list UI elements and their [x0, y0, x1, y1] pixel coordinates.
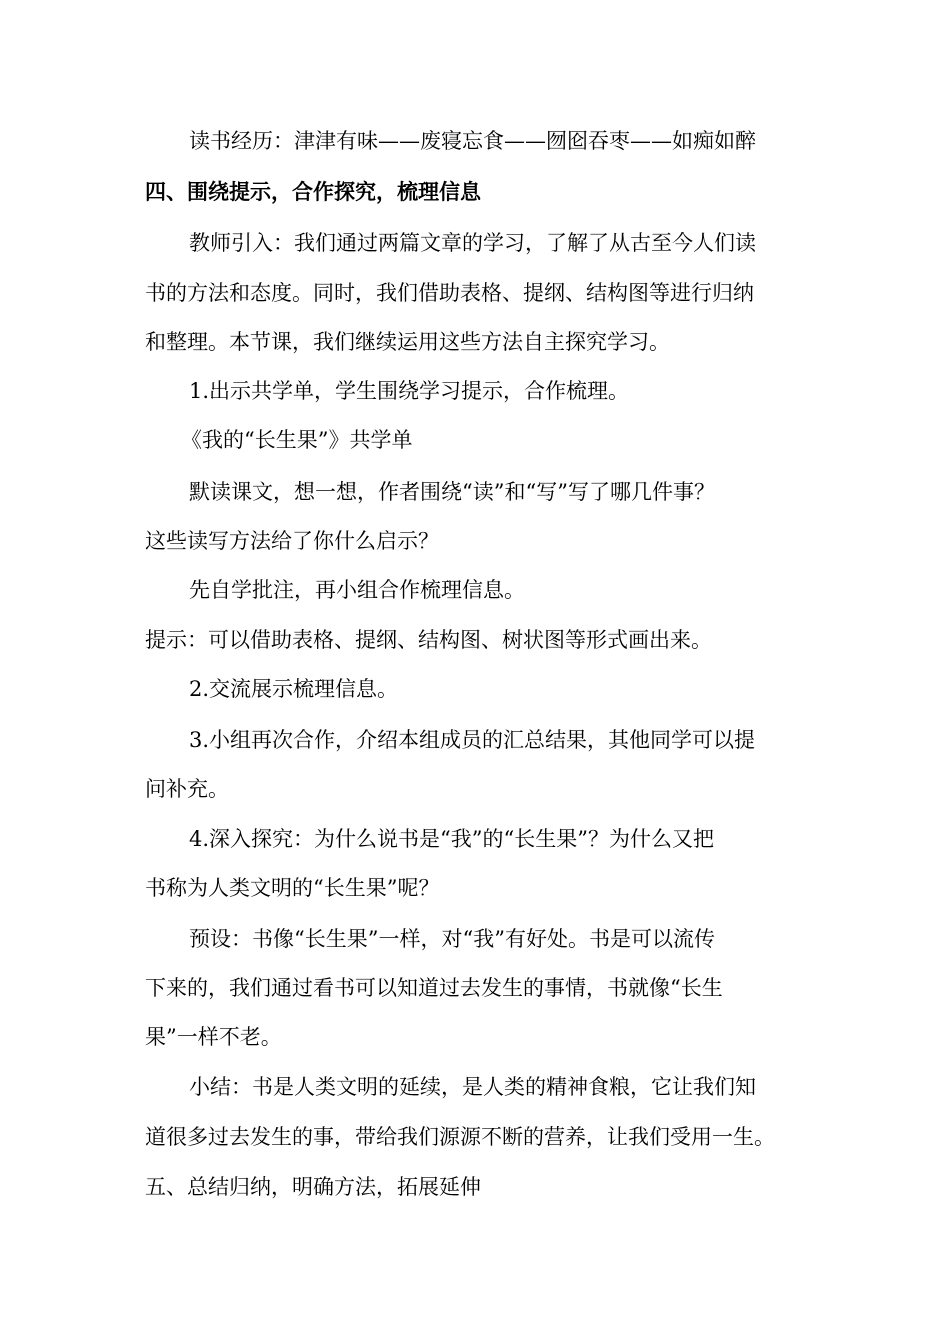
paragraph-line: 果”一样不老。: [145, 1025, 282, 1049]
paragraph-line: 这些读写方法给了你什么启示？: [145, 529, 439, 553]
step-four-line: 4.深入探究：为什么说书是“我”的“长生果”？为什么又把: [189, 827, 714, 851]
reading-experience-line: 读书经历：津津有味——废寝忘食——囫囵吞枣——如痴如醉: [189, 129, 756, 153]
paragraph-line: 先自学批注，再小组合作梳理信息。: [189, 578, 525, 602]
paragraph-line: 书的方法和态度。同时，我们借助表格、提纲、结构图等进行归纳: [145, 281, 754, 305]
paragraph-line: 下来的，我们通过看书可以知道过去发生的事情，书就像“长生: [145, 976, 723, 1000]
paragraph-line: 书称为人类文明的“长生果”呢？: [145, 876, 440, 900]
hint-line: 提示：可以借助表格、提纲、结构图、树状图等形式画出来。: [145, 628, 712, 652]
preset-line: 预设：书像“长生果”一样，对“我”有好处。书是可以流传: [189, 927, 715, 951]
summary-line: 小结：书是人类文明的延续，是人类的精神食粮，它让我们知: [189, 1075, 756, 1099]
section-four-heading: 四、围绕提示，合作探究，梳理信息: [145, 180, 481, 204]
worksheet-title: 《我的“长生果”》共学单: [181, 428, 413, 452]
paragraph-line: 默读课文，想一想，作者围绕“读”和“写”写了哪几件事？: [189, 480, 715, 504]
paragraph-line: 问补充。: [145, 777, 229, 801]
paragraph-line: 教师引入：我们通过两篇文章的学习，了解了从古至今人们读: [189, 231, 756, 255]
paragraph-line: 和整理。本节课，我们继续运用这些方法自主探究学习。: [145, 330, 670, 354]
step-two-line: 2.交流展示梳理信息。: [189, 677, 399, 701]
section-five-heading: 五、总结归纳，明确方法，拓展延伸: [145, 1175, 481, 1199]
paragraph-line: 道很多过去发生的事，带给我们源源不断的营养，让我们受用一生。: [145, 1125, 775, 1149]
step-one-line: 1.出示共学单，学生围绕学习提示，合作梳理。: [189, 379, 630, 403]
step-three-line: 3.小组再次合作，介绍本组成员的汇总结果，其他同学可以提: [189, 728, 756, 752]
